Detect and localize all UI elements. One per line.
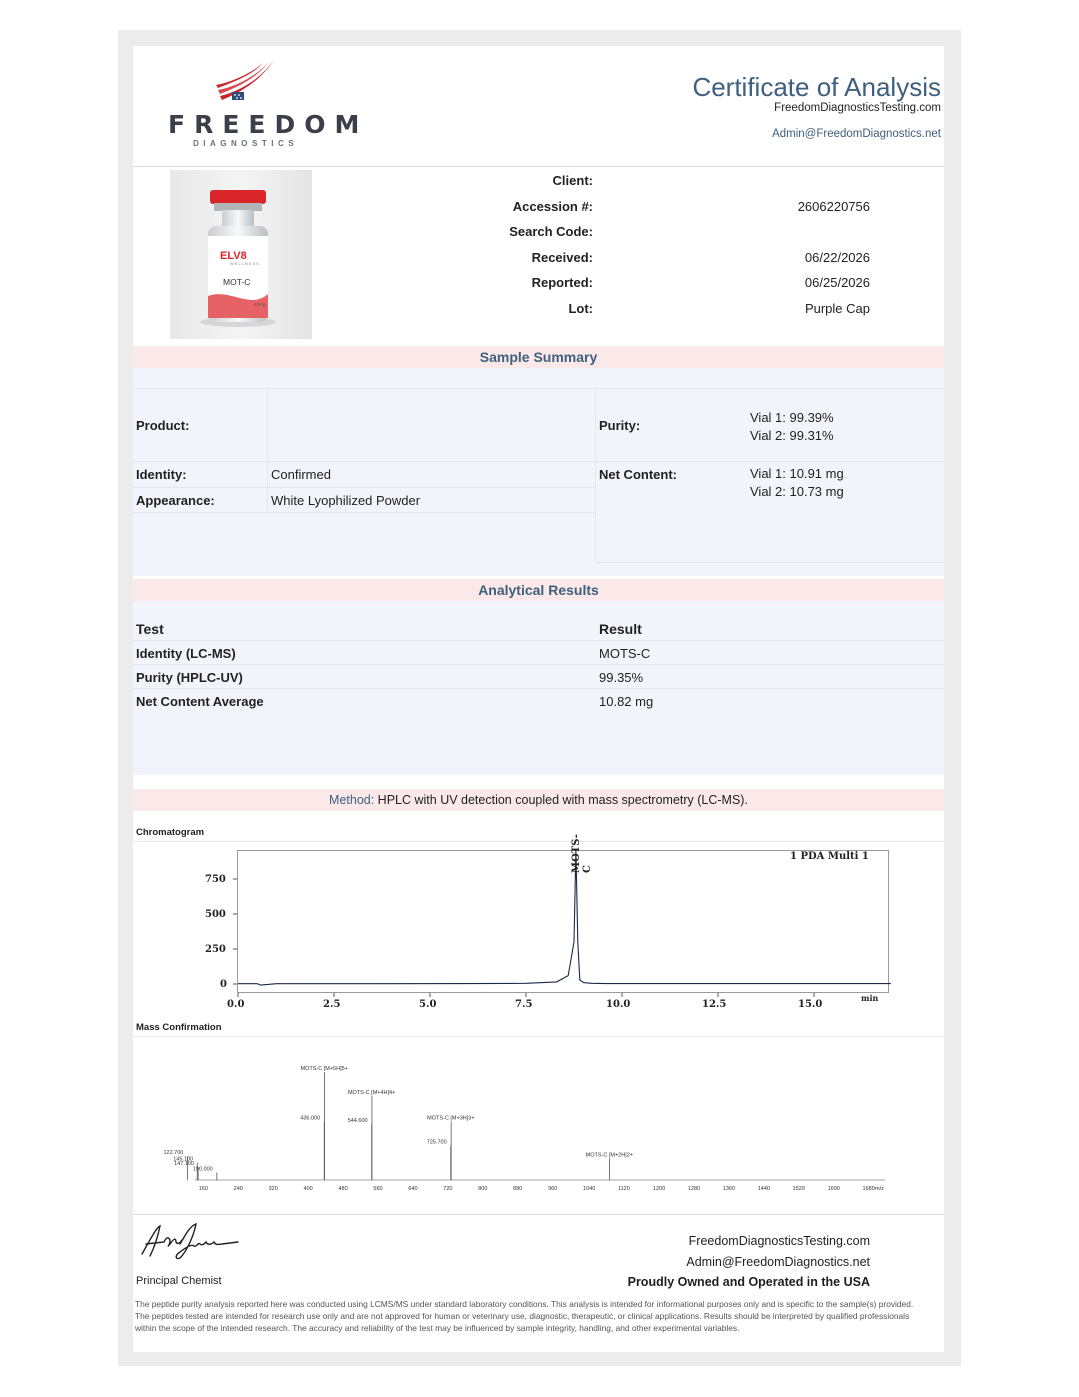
mass-peak-label: 122.700 — [163, 1150, 184, 1157]
mass-peak-label: 725.700 — [426, 1139, 447, 1146]
net-content-vial2: Vial 2: 10.73 mg — [750, 484, 844, 499]
product-image — [170, 170, 312, 339]
meta-label-accession: Accession #: — [512, 199, 593, 214]
mass-x-tick-label: 480 — [338, 1186, 348, 1192]
mass-x-tick-label: 720 — [443, 1186, 453, 1192]
signature-icon — [136, 1220, 244, 1264]
footer-email-link[interactable]: Admin@FreedomDiagnostics.net — [686, 1255, 870, 1269]
mass-confirmation-title: Mass Confirmation — [136, 1022, 222, 1033]
meta-value-accession: 2606220756 — [797, 199, 870, 214]
results-rule-1 — [133, 664, 944, 665]
mass-x-tick-label: 1200 — [652, 1186, 666, 1192]
mass-peak-label: 190.000 — [192, 1166, 213, 1173]
net-content-label: Net Content: — [599, 467, 677, 482]
appearance-label: Appearance: — [136, 493, 215, 508]
footer-rule — [133, 1214, 944, 1215]
footer-tagline: Proudly Owned and Operated in the USA — [627, 1275, 870, 1289]
disclaimer-text: The peptide purity analysis reported here was conducted using LCMS/MS under standard laboratory conditions. This analysis is intended for informational purposes only and is specific to the sample(s) provided. The peptides tested are intended for research use only and are not approved for human or veterinary use, diagnostic, therapeutic, or clinical applications. Results should be interpreted by qualified professionals within the scope of the intended research. The accuracy and reliability of the test may be influenced by sample integrity, handling, and other experimental variables. — [135, 1299, 914, 1333]
mass-peak-label: 147.100 — [174, 1161, 194, 1168]
x-tick-label: 5.0 — [419, 999, 437, 1010]
header-website-link[interactable]: FreedomDiagnosticsTesting.com — [774, 102, 941, 114]
y-tick-label: 500 — [205, 909, 226, 920]
meta-label-lot: Lot: — [568, 301, 593, 316]
results-row-test: Identity (LC-MS) — [136, 646, 236, 661]
mass-x-tick-label: 240 — [233, 1186, 243, 1192]
appearance-value: White Lyophilized Powder — [271, 493, 421, 508]
method-line — [133, 793, 944, 807]
chromatogram-legend: 1 PDA Multi 1 — [790, 851, 869, 862]
mass-x-tick-label: 1360 — [722, 1186, 736, 1192]
mass-peak-label: MOTS-C [M+5H]5+ — [300, 1066, 348, 1072]
mass-x-tick-label: 1120 — [617, 1186, 630, 1192]
x-tick-label: 2.5 — [323, 999, 341, 1010]
summary-rule-3 — [133, 512, 595, 513]
mass-peak-label: 145.100 — [173, 1156, 194, 1163]
y-tick-label: 250 — [205, 944, 226, 955]
summary-rule-2 — [133, 487, 595, 488]
y-tick-label: 750 — [205, 874, 226, 885]
x-tick-label: 12.5 — [702, 999, 727, 1010]
page-title: Certificate of Analysis — [692, 72, 941, 102]
chromatogram-rule — [133, 841, 944, 842]
vial-dose: 40mg — [254, 302, 266, 307]
mass-x-tick-label: 400 — [303, 1186, 313, 1192]
meta-label-client: Client: — [552, 173, 593, 188]
mass-x-tick-label: m/z — [875, 1186, 884, 1192]
mass-x-tick-label: 1600 — [827, 1186, 840, 1192]
mass-peak-label: MOTS-C [M+2H]2+ — [585, 1152, 633, 1159]
logo-subtitle: DIAGNOSTICS — [193, 139, 299, 148]
header-divider — [133, 166, 944, 167]
y-tick-label: 0 — [220, 979, 227, 990]
mass-peak-label: MOTS-C [M+4H]4+ — [347, 1089, 396, 1096]
results-row-test: Net Content Average — [136, 694, 264, 709]
meta-value-received: 06/22/2026 — [804, 250, 870, 265]
freedom-logo-icon — [214, 56, 278, 104]
footer-website-link[interactable]: FreedomDiagnosticsTesting.com — [688, 1234, 870, 1248]
signer-title: Principal Chemist — [136, 1275, 222, 1287]
purity-vial2: Vial 2: 99.31% — [750, 428, 834, 443]
results-row-result: 99.35% — [599, 670, 644, 685]
mass-x-tick-label: 320 — [268, 1186, 278, 1192]
product-label: Product: — [136, 418, 190, 433]
x-tick-label: 15.0 — [798, 999, 823, 1010]
results-row-test: Purity (HPLC-UV) — [136, 670, 243, 685]
chromatogram-title: Chromatogram — [136, 827, 205, 838]
results-row-result: MOTS-C — [599, 646, 651, 661]
chromatogram-chart — [237, 850, 889, 993]
results-rule-2 — [133, 688, 944, 689]
mass-x-tick-label: 1520 — [792, 1186, 805, 1192]
mass-x-tick-label: 880 — [513, 1186, 523, 1192]
mass-x-tick-label: 960 — [548, 1186, 558, 1192]
summary-rule-top — [133, 388, 944, 389]
summary-rule-4 — [595, 562, 944, 563]
identity-value: Confirmed — [271, 467, 331, 482]
mass-x-tick-label: 1680 — [862, 1186, 875, 1192]
mass-x-tick-label: 160 — [198, 1186, 208, 1192]
analytical-results-title: Analytical Results — [478, 582, 599, 598]
logo-wordmark: FREEDOM — [168, 110, 369, 139]
mass-peak-label: 544.600 — [347, 1117, 368, 1124]
vial-label: MOT-C — [223, 277, 251, 287]
sample-summary-title: Sample Summary — [479, 349, 598, 365]
mass-peak-label: MOTS-C [M+3H]3+ — [427, 1115, 475, 1122]
meta-label-reported: Reported: — [531, 275, 593, 290]
net-content-vial1: Vial 1: 10.91 mg — [750, 466, 844, 481]
summary-col-rule — [267, 388, 268, 513]
chromatogram-series-line — [238, 850, 891, 986]
meta-value-lot: Purple Cap — [804, 301, 870, 316]
summary-mid-rule — [595, 388, 596, 562]
mass-x-tick-label: 1440 — [757, 1186, 770, 1192]
meta-value-reported: 06/25/2026 — [804, 275, 870, 290]
mass-peak-label: 436.000 — [300, 1115, 321, 1122]
mass-x-tick-label: 800 — [478, 1186, 488, 1192]
mass-x-tick-label: 1040 — [583, 1186, 596, 1192]
meta-label-received: Received: — [531, 250, 593, 265]
x-tick-label: 7.5 — [515, 999, 533, 1010]
vial-brand-sub: WELLNESS — [230, 261, 260, 266]
method-text: HPLC with UV detection coupled with mass spectrometry (LC-MS). — [374, 793, 748, 807]
x-unit-label: min — [861, 993, 879, 1003]
results-header-result: Result — [599, 621, 642, 637]
header-email-link[interactable]: Admin@FreedomDiagnostics.net — [772, 128, 941, 140]
method-label: Method: — [329, 793, 375, 807]
identity-label: Identity: — [136, 467, 187, 482]
purity-label: Purity: — [599, 418, 641, 433]
results-row-result: 10.82 mg — [599, 694, 654, 709]
mass-x-tick-label: 1280 — [687, 1186, 701, 1192]
summary-rule-1 — [133, 461, 944, 462]
mass-x-tick-label: 560 — [373, 1186, 383, 1192]
vial-brand: ELV8 — [220, 250, 247, 262]
mass-x-tick-label: 640 — [408, 1186, 418, 1192]
x-tick-label: 10.0 — [606, 999, 631, 1010]
meta-label-search-code: Search Code: — [509, 224, 593, 239]
results-header-test: Test — [136, 621, 164, 637]
mass-spectrum-chart — [163, 1060, 885, 1200]
purity-vial1: Vial 1: 99.39% — [750, 410, 834, 425]
x-tick-label: 0.0 — [227, 999, 245, 1010]
results-rule-0 — [133, 640, 944, 641]
mass-rule — [133, 1036, 944, 1037]
chromatogram-peak-label: MOTS-C — [571, 834, 593, 873]
